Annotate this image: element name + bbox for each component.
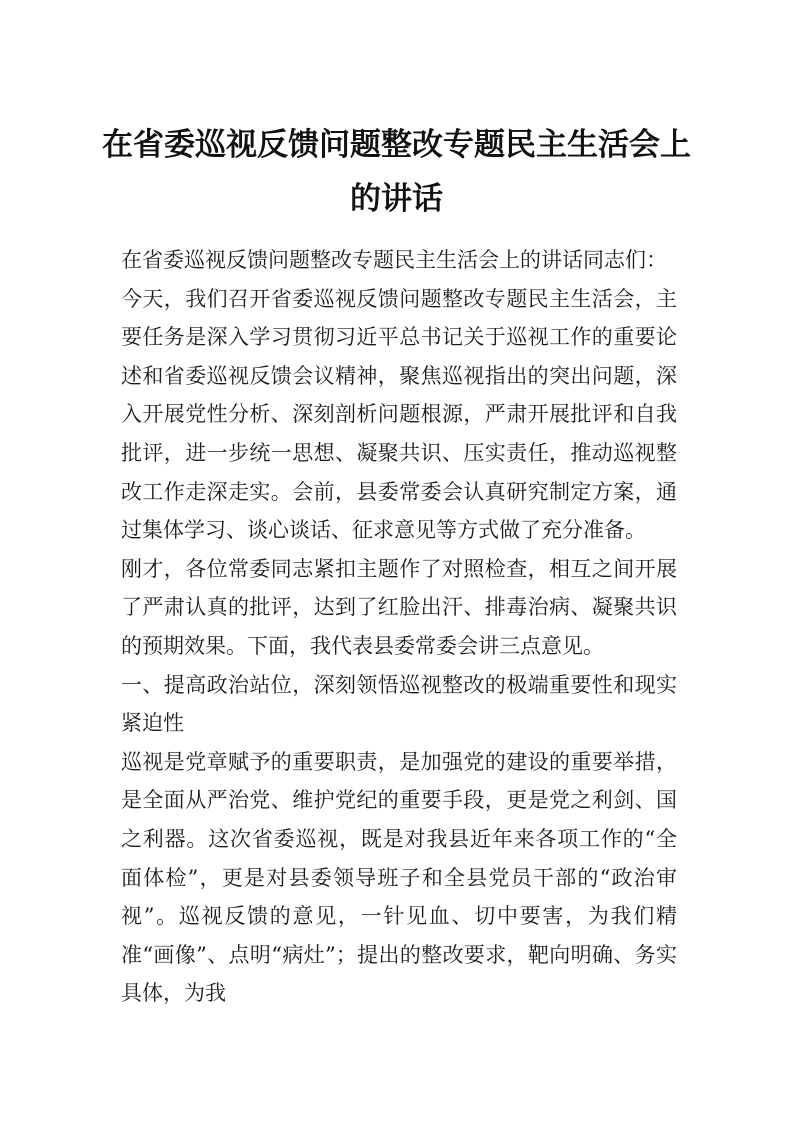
paragraph-intro: 今天，我们召开省委巡视反馈问题整改专题民主生活会，主要任务是深入学习贯彻习近平总书记关于巡视工作的重要论述和省委巡视反馈会议精神，聚焦巡视指出的突出问题，深入开展党性分析、深刻剖析问题根源，严肃开展批评和自我批评，进一步统一思想、凝聚共识、压实责任，推动巡视整改工作走深走实。会前，县委常委会认真研究制定方案，通过集体学习、谈心谈话、征求意见等方式做了充分准备。 <box>121 286 677 543</box>
paragraph-review: 刚才，各位常委同志紧扣主题作了对照检查，相互之间开展了严肃认真的批评，达到了红脸出汗、排毒治病、凝聚共识的预期效果。下面，我代表县委常委会讲三点意见。 <box>121 556 677 658</box>
document-body <box>121 241 677 1013</box>
section-heading-1: 一、提高政治站位，深刻领悟巡视整改的极端重要性和现实紧迫性 <box>121 672 677 736</box>
document-title: 在省委巡视反馈问题整改专题民主生活会上的讲话 <box>102 127 691 217</box>
paragraph-inspection: 巡视是党章赋予的重要职责，是加强党的建设的重要举措，是全面从严治党、维护党纪的重要手段，更是党之利剑、国之利器。这次省委巡视，既是对我县近年来各项工作的“全面体检”，更是对县委领导班子和全县党员干部的“政治审视”。巡视反馈的意见，一针见血、切中要害，为我们精准“画像”、点明“病灶”；提出的整改要求，靶向明确、务实具体，为我 <box>121 749 677 1006</box>
paragraph-salutation: 在省委巡视反馈问题整改专题民主生活会上的讲话同志们： <box>121 248 667 272</box>
